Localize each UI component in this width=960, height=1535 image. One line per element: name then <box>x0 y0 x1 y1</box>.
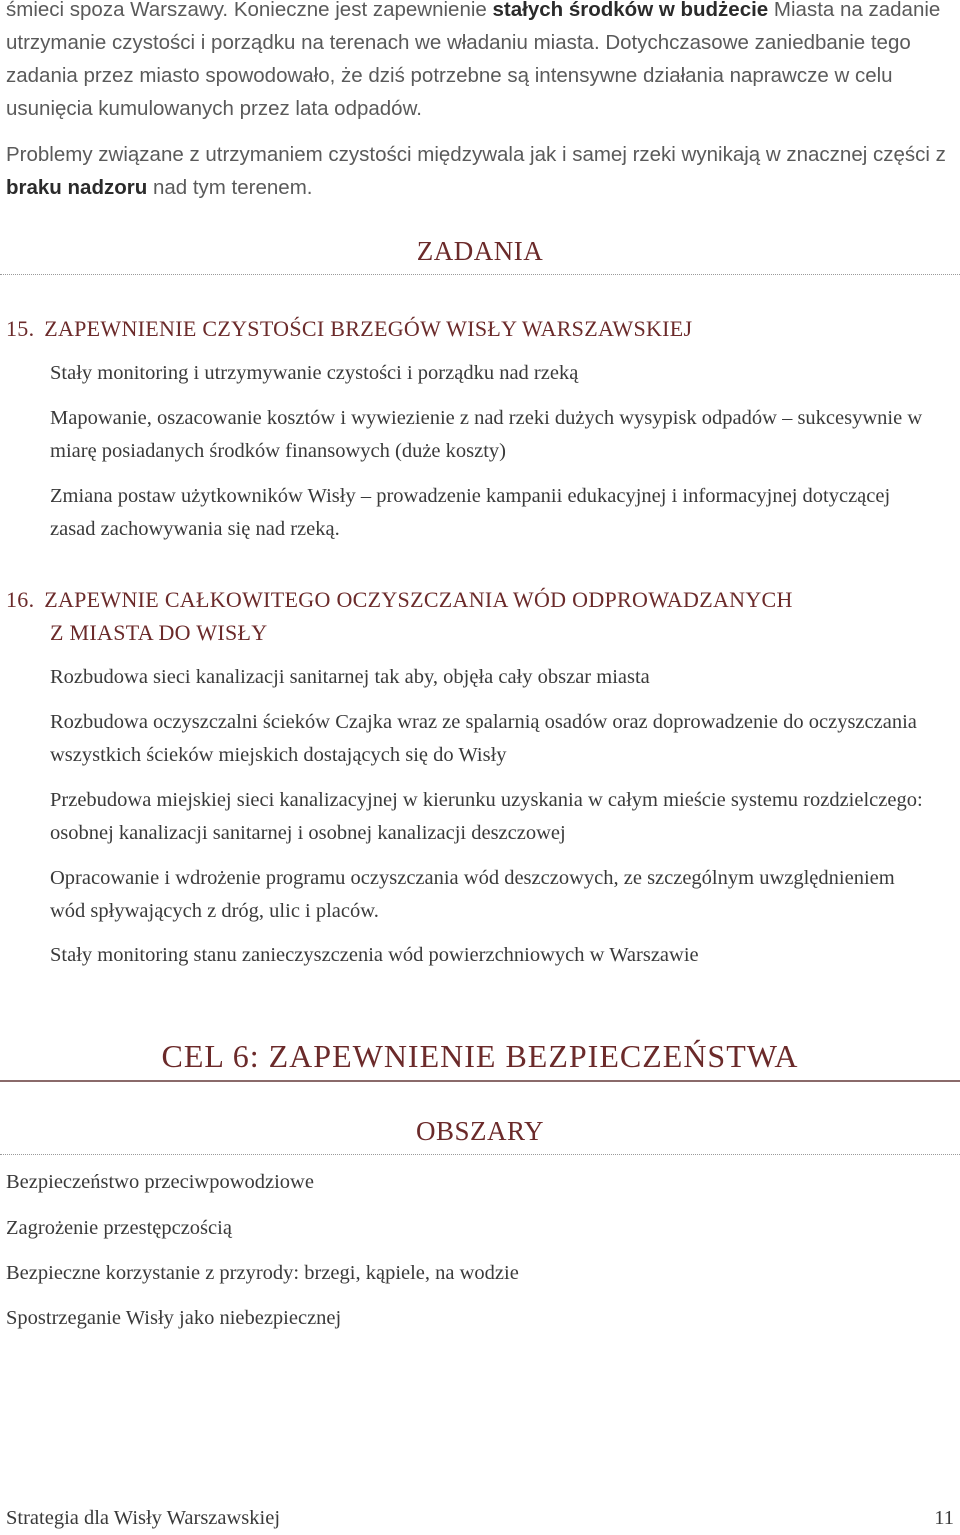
intro-paragraph-1 <box>6 0 956 125</box>
task-15-item-3: Zmiana postaw użytkowników Wisły – prowadzenie kampanii edukacyjnej i informacyjnej dotyczącej zasad zachowywania się nad rzeką. <box>50 485 891 540</box>
task-16-item-4: Opracowanie i wdrożenie programu oczyszczania wód deszczowych, ze szczególnym uwzględnieniem wód spływających z dróg, ulic i placów. <box>50 867 895 922</box>
obszary-item-3: Bezpieczne korzystanie z przyrody: brzegi, kąpiele, na wodzie <box>6 1262 519 1284</box>
intro-p1-text-a: śmieci spoza Warszawy. Konieczne jest zapewnienie <box>6 0 493 21</box>
task-16-heading <box>6 583 960 616</box>
intro-p2-bold: braku nadzoru <box>6 176 148 199</box>
intro-p1-bold: stałych środków w budżecie <box>492 0 769 21</box>
task-15-number: 15. <box>6 316 35 341</box>
obszary-item-4: Spostrzeganie Wisły jako niebezpiecznej <box>6 1307 342 1329</box>
intro-paragraph-2 <box>6 138 956 204</box>
cel-6-divider <box>0 1080 960 1082</box>
task-16-item-3: Przebudowa miejskiej sieci kanalizacyjnej w kierunku uzyskania w całym mieście systemu rozdzielczego: osobnej kanalizacji sanitarnej i osobnej kanalizacji deszczowej <box>50 789 923 844</box>
intro-p2-text-c: nad tym terenem. <box>147 176 313 199</box>
task-16-item-5: Stały monitoring stanu zanieczyszczenia wód powierzchniowych w Warszawie <box>50 944 699 966</box>
task-16-item-2: Rozbudowa oczyszczalni ścieków Czajka wraz ze spalarnią osadów oraz doprowadzenie do oczyszczania wszystkich ścieków miejskich dostających się do Wisły <box>50 711 917 766</box>
footer-page-number: 11 <box>934 1507 954 1529</box>
obszary-divider <box>0 1154 960 1155</box>
zadania-divider <box>0 274 960 275</box>
intro-p2-text-a: Problemy związane z utrzymaniem czystości międzywala jak i samej rzeki wynikają w znacznej części z <box>6 143 946 166</box>
footer-title: Strategia dla Wisły Warszawskiej <box>6 1507 281 1529</box>
task-15-heading <box>6 312 956 345</box>
task-15-title: ZAPEWNIENIE CZYSTOŚCI BRZEGÓW WISŁY WARSZAWSKIEJ <box>44 316 693 341</box>
task-15-item-2: Mapowanie, oszacowanie kosztów i wywiezienie z nad rzeki dużych wysypisk odpadów – sukcesywnie w miarę posiadanych środków finansowych (duże koszty) <box>50 407 923 462</box>
obszary-item-2: Zagrożenie przestępczością <box>6 1217 232 1239</box>
obszary-item-1: Bezpieczeństwo przeciwpowodziowe <box>6 1171 314 1193</box>
cel-6-heading: CEL 6: ZAPEWNIENIE BEZPIECZEŃSTWA <box>161 1038 799 1074</box>
obszary-heading: OBSZARY <box>415 1116 545 1146</box>
intro-p1-text-c: Miasta na zadanie utrzymanie czystości i porządku na terenach we władaniu miasta. Dotychczasowe zaniedbanie tego zadania przez miasto spowodowało, że dziś potrzebne są intensywne działania naprawcze w celu usunięcia kumulowanych przez lata odpadów. <box>6 0 941 120</box>
task-15-item-1: Stały monitoring i utrzymywanie czystości i porządku nad rzeką <box>50 362 579 384</box>
zadania-heading: ZADANIA <box>416 236 544 266</box>
task-16-item-1: Rozbudowa sieci kanalizacji sanitarnej tak aby, objęła cały obszar miasta <box>50 666 650 688</box>
task-16-title-line-2: Z MIASTA DO WISŁY <box>50 620 268 645</box>
task-16-title-line-1: ZAPEWNIE CAŁKOWITEGO OCZYSZCZANIA WÓD ODPROWADZANYCH <box>44 587 793 612</box>
task-16-number: 16. <box>6 587 35 612</box>
